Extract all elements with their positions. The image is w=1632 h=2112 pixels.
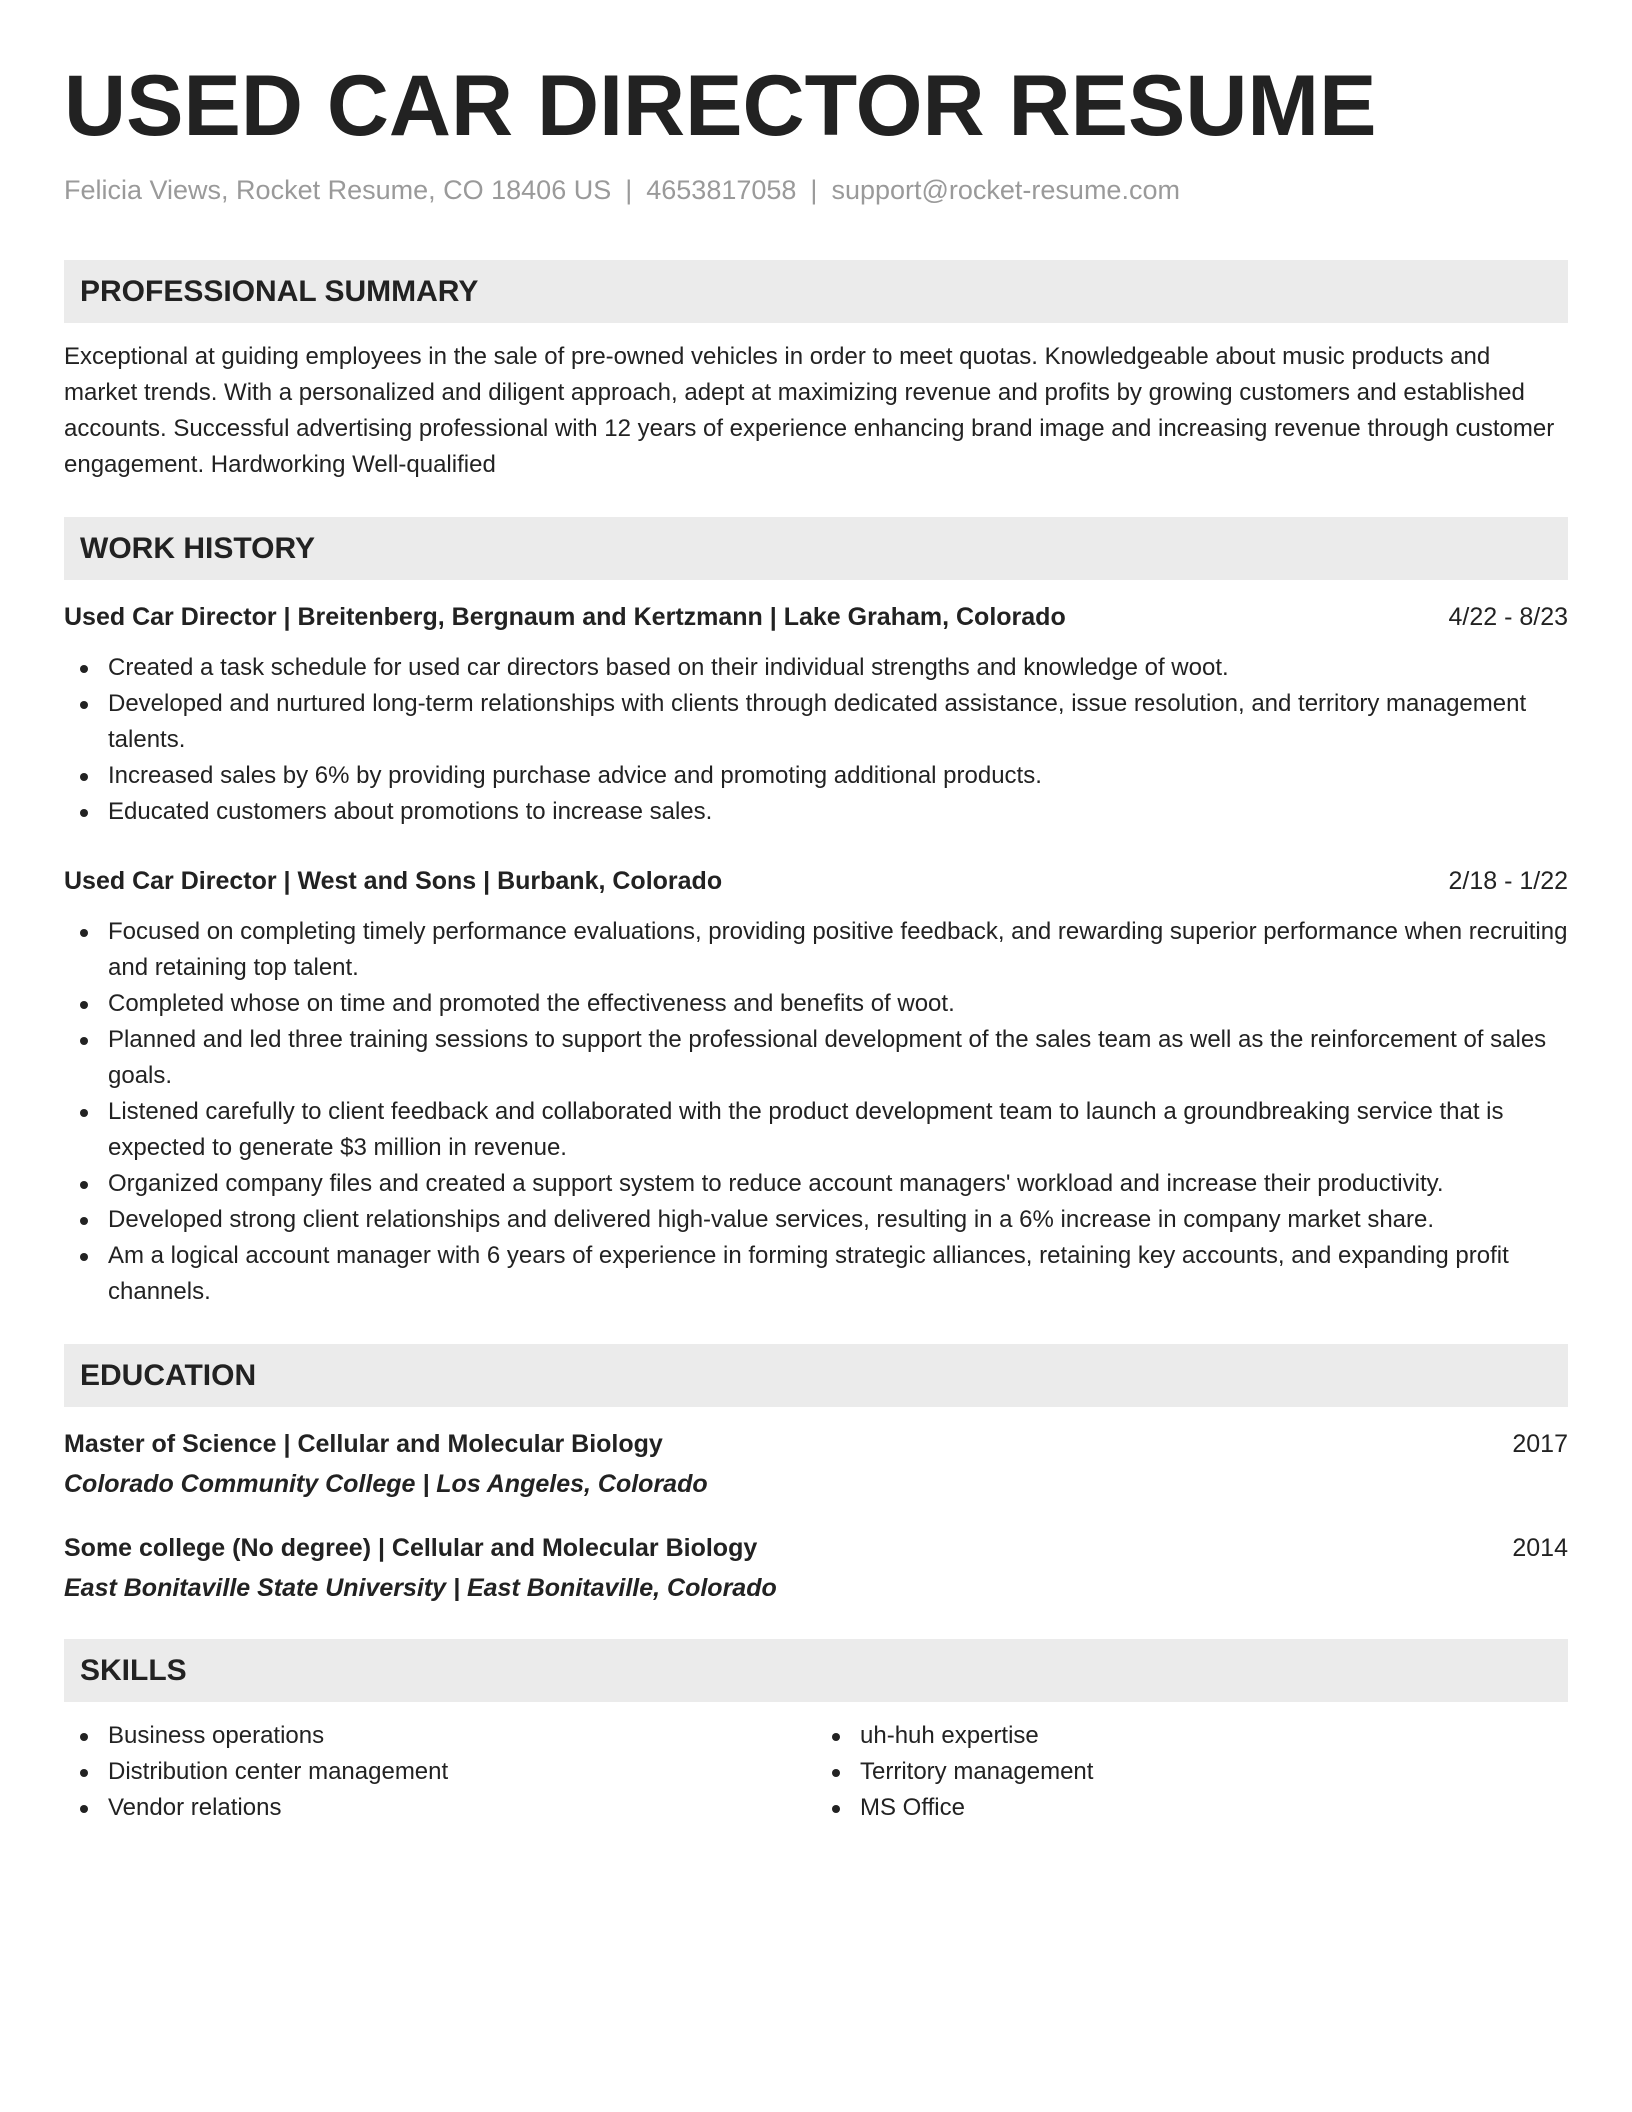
contact-line <box>64 174 1568 206</box>
education-school: East Bonitaville State University | East Bonitaville, Colorado <box>64 1574 777 1602</box>
job-dates: 2/18 - 1/22 <box>1448 867 1568 895</box>
job-dates: 4/22 - 8/23 <box>1448 603 1568 631</box>
education-entry <box>64 1427 1568 1501</box>
job-bullet: Created a task schedule for used car directors based on their individual strengths and knowledge of woot. <box>64 650 1568 686</box>
job-bullet: Developed and nurtured long-term relationships with clients through dedicated assistance, issue resolution, and territory management talents. <box>64 686 1568 758</box>
job-bullet: Organized company files and created a support system to reduce account managers' workload and increase their productivity. <box>64 1166 1568 1202</box>
skill-item: Business operations <box>64 1718 816 1754</box>
contact-phone: 4653817058 <box>646 175 797 205</box>
contact-separator: | <box>625 175 633 205</box>
job-bullet: Educated customers about promotions to increase sales. <box>64 794 1568 830</box>
education-degree: Some college (No degree) | Cellular and Molecular Biology <box>64 1534 758 1562</box>
job-bullet: Listened carefully to client feedback and collaborated with the product development team to launch a groundbreaking service that is expected to generate $3 million in revenue. <box>64 1094 1568 1166</box>
education-degree: Master of Science | Cellular and Molecular Biology <box>64 1430 663 1458</box>
job-bullet: Developed strong client relationships and delivered high-value services, resulting in a 6% increase in company market share. <box>64 1202 1568 1238</box>
contact-address: Felicia Views, Rocket Resume, CO 18406 US <box>64 175 612 205</box>
job-bullet: Am a logical account manager with 6 years of experience in forming strategic alliances, retaining key accounts, and expanding profit channels. <box>64 1238 1568 1310</box>
skills-list <box>816 1718 1568 1826</box>
job-title: Used Car Director | West and Sons | Burbank, Colorado <box>64 867 723 895</box>
section-header-education: EDUCATION <box>64 1344 1568 1407</box>
education-header <box>64 1531 1568 1565</box>
job-entry <box>64 600 1568 830</box>
job-header <box>64 600 1568 634</box>
skill-item: MS Office <box>816 1790 1568 1826</box>
skills-column-right <box>816 1718 1568 1826</box>
skill-item: Distribution center management <box>64 1754 816 1790</box>
education-header <box>64 1427 1568 1461</box>
resume-title: USED CAR DIRECTOR RESUME <box>64 58 1377 154</box>
section-header-summary: PROFESSIONAL SUMMARY <box>64 260 1568 323</box>
contact-email: support@rocket-resume.com <box>831 175 1180 205</box>
job-title: Used Car Director | Breitenberg, Bergnaum and Kertzmann | Lake Graham, Colorado <box>64 603 1066 631</box>
summary-text: Exceptional at guiding employees in the sale of pre-owned vehicles in order to meet quotas. Knowledgeable about music products and market trends. With a personalized and diligent approach, adept at maximizing revenue and profits by growing customers and established accounts. Successful advertising professional with 12 years of experience enhancing brand image and increasing revenue through customer engagement. Hardworking Well-qualified <box>64 343 1555 478</box>
job-bullet-list <box>64 914 1568 1310</box>
job-bullet-list <box>64 650 1568 830</box>
education-year: 2017 <box>1512 1430 1568 1458</box>
education-year: 2014 <box>1512 1534 1568 1562</box>
skills-grid <box>64 1718 1568 1826</box>
job-bullet: Increased sales by 6% by providing purchase advice and promoting additional products. <box>64 758 1568 794</box>
section-header-work-history: WORK HISTORY <box>64 517 1568 580</box>
skill-item: uh-huh expertise <box>816 1718 1568 1754</box>
job-bullet: Planned and led three training sessions to support the professional development of the sales team as well as the reinforcement of sales goals. <box>64 1022 1568 1094</box>
skill-item: Territory management <box>816 1754 1568 1790</box>
skills-list <box>64 1718 816 1826</box>
job-bullet: Completed whose on time and promoted the effectiveness and benefits of woot. <box>64 986 1568 1022</box>
education-school: Colorado Community College | Los Angeles, Colorado <box>64 1470 708 1498</box>
education-entry <box>64 1531 1568 1605</box>
contact-separator: | <box>810 175 818 205</box>
skills-column-left <box>64 1718 816 1826</box>
job-header <box>64 864 1568 898</box>
job-bullet: Focused on completing timely performance evaluations, providing positive feedback, and rewarding superior performance when recruiting and retaining top talent. <box>64 914 1568 986</box>
skill-item: Vendor relations <box>64 1790 816 1826</box>
section-header-skills: SKILLS <box>64 1639 1568 1702</box>
job-entry <box>64 864 1568 1310</box>
